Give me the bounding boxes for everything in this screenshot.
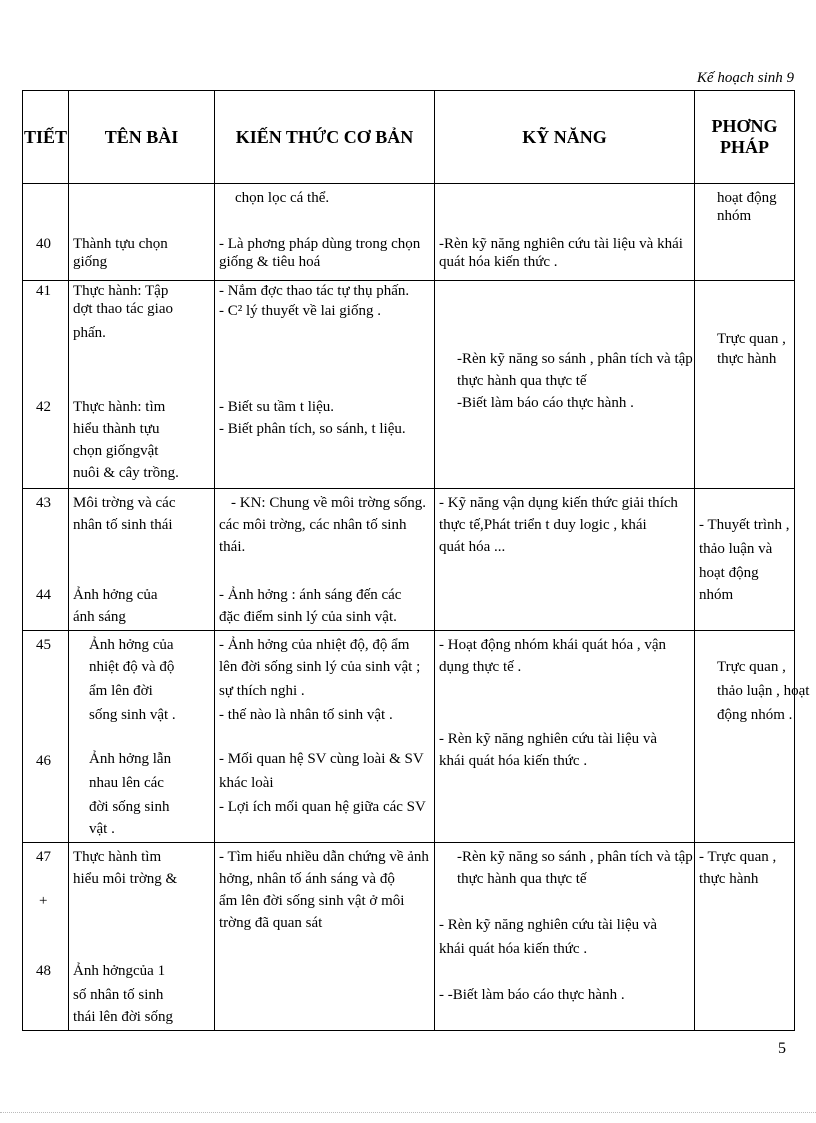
knowledge-line: sự thích nghi . (219, 683, 305, 699)
knowledge-line: - Ảnh hởng của nhiệt độ, độ ẩm (219, 637, 410, 653)
method-line: - Trực quan , (699, 849, 777, 865)
method-line: hoạt động (717, 190, 777, 206)
skill-line: khái quát hóa kiến thức . (439, 941, 588, 957)
lesson-title-line: hiểu môi trờng & (73, 871, 178, 887)
header-note: Kế hoạch sinh 9 (696, 70, 794, 86)
method-line: nhóm (717, 208, 752, 224)
lesson-title-line: Môi trờng và các (73, 495, 176, 511)
method-line: thảo luận , hoạt (717, 683, 810, 699)
cell-ky-nang (435, 631, 695, 843)
knowledge-line: ẩm lên đời sống sinh vật ở môi (219, 893, 405, 909)
knowledge-line: - Tìm hiểu nhiều dẫn chứng về ảnh (219, 849, 429, 865)
col-header-tiet: TIẾT (23, 91, 69, 184)
cell-ten-bai (69, 281, 215, 489)
method-line: Trực quan , (717, 331, 786, 347)
col-header-kien-thuc: KIẾN THỨC CƠ BẢN (215, 91, 435, 184)
cell-phuong-phap (695, 184, 795, 281)
skill-line: - Rèn kỹ năng nghiên cứu tài liệu và (439, 731, 658, 747)
lesson-title-line: Thực hành: Tập (73, 283, 169, 299)
cell-tiet (23, 843, 69, 1031)
tiet-number: 41 (36, 283, 51, 299)
method-line: thực hành (699, 871, 759, 887)
cell-ten-bai (69, 489, 215, 631)
lesson-title-line: Ảnh hởng lẫn (89, 751, 172, 767)
lesson-title-line: phấn. (73, 325, 106, 341)
lesson-title-line: giống (73, 254, 108, 270)
cell-ten-bai (69, 631, 215, 843)
skill-line: -Biết làm báo cáo thực hành . (457, 395, 634, 411)
cell-tiet (23, 631, 69, 843)
cell-tiet (23, 184, 69, 281)
knowledge-line: - Biết phân tích, so sánh, t liệu. (219, 421, 406, 437)
knowledge-line: trờng đã quan sát (219, 915, 323, 931)
knowledge-line: - Mối quan hệ SV cùng loài & SV (219, 751, 424, 767)
method-line: - Thuyết trình , (699, 517, 790, 533)
cell-ky-nang (435, 489, 695, 631)
method-line: nhóm (699, 587, 734, 603)
cell-tiet (23, 489, 69, 631)
skill-line: thực tế,Phát triển t duy logic , khái (439, 517, 647, 533)
cell-phuong-phap (695, 489, 795, 631)
knowledge-line: - C² lý thuyết về lai giống . (219, 303, 381, 319)
knowledge-line: - Nắm đợc thao tác tự thụ phấn. (219, 283, 410, 299)
cell-ky-nang (435, 184, 695, 281)
tiet-number: 44 (36, 587, 51, 603)
cell-ten-bai (69, 843, 215, 1031)
tiet-plus: + (39, 893, 48, 909)
lesson-title-line: nhiệt độ và độ (89, 659, 175, 675)
skill-line: -Rèn kỹ năng so sánh , phân tích và tập (457, 351, 693, 367)
tiet-number: 40 (36, 236, 51, 252)
col-header-ky-nang: KỸ NĂNG (435, 91, 695, 184)
tiet-number: 42 (36, 399, 51, 415)
cell-kien-thuc (215, 843, 435, 1031)
method-line: thảo luận và (699, 541, 773, 557)
knowledge-line: - Lợi ích mối quan hệ giữa các SV (219, 799, 426, 815)
skill-line: quát hóa kiến thức . (439, 254, 558, 270)
knowledge-line: khác loài (219, 775, 274, 791)
knowledge-line: - Ảnh hởng : ánh sáng đến các (219, 587, 402, 603)
table-row (23, 843, 795, 1031)
knowledge-line: các môi trờng, các nhân tố sinh (219, 517, 407, 533)
lesson-title-line: thái lên đời sống (73, 1009, 174, 1025)
cell-kien-thuc (215, 631, 435, 843)
method-line: Trực quan , (717, 659, 786, 675)
lesson-title-line: vật . (89, 821, 115, 837)
lesson-title-line: ẩm lên đời (89, 683, 153, 699)
cell-phuong-phap (695, 843, 795, 1031)
skill-line: quát hóa ... (439, 539, 506, 555)
skill-line: dụng thực tế . (439, 659, 522, 675)
skill-line: -Rèn kỹ năng nghiên cứu tài liệu và khái (439, 236, 683, 252)
knowledge-line: - thế nào là nhân tố sinh vật . (219, 707, 393, 723)
tiet-number: 47 (36, 849, 51, 865)
method-line: thực hành (717, 351, 777, 367)
knowledge-line: - Là phơng pháp dùng trong chọn (219, 236, 421, 252)
knowledge-line: - KN: Chung về môi trờng sống. (231, 495, 427, 511)
skill-line: - Rèn kỹ năng nghiên cứu tài liệu và (439, 917, 658, 933)
table-header-row (23, 91, 795, 184)
lesson-title-line: Ảnh hởng của (73, 587, 158, 603)
lesson-title-line: Thực hành tìm (73, 849, 162, 865)
lesson-title-line: nuôi & cây trồng. (73, 465, 179, 481)
cell-kien-thuc (215, 184, 435, 281)
page-number: 5 (778, 1040, 786, 1057)
knowledge-line: hởng, nhân tố ánh sáng và độ (219, 871, 395, 887)
knowledge-line: chọn lọc cá thể. (235, 190, 330, 206)
knowledge-line: đặc điểm sinh lý của sinh vật. (219, 609, 397, 625)
skill-line: khái quát hóa kiến thức . (439, 753, 588, 769)
lesson-title-line: đời sống sinh (89, 799, 170, 815)
cell-tiet (23, 281, 69, 489)
table-row (23, 489, 795, 631)
cell-phuong-phap (695, 281, 795, 489)
cell-ten-bai (69, 184, 215, 281)
method-line: hoạt động (699, 565, 759, 581)
tiet-number: 48 (36, 963, 51, 979)
skill-line: - Kỹ năng vận dụng kiến thức giải thích (439, 495, 678, 511)
table-row (23, 631, 795, 843)
knowledge-line: - Biết su tầm t liệu. (219, 399, 334, 415)
lesson-title-line: số nhân tố sinh (73, 987, 164, 1003)
cell-ky-nang (435, 843, 695, 1031)
knowledge-line: giống & tiêu hoá (219, 254, 321, 270)
table-row (23, 184, 795, 281)
col-header-phuong-phap: PHƠNG PHÁP (695, 91, 795, 184)
tiet-number: 46 (36, 753, 51, 769)
lesson-title-line: nhau lên các (89, 775, 164, 791)
lesson-title-line: hiểu thành tựu (73, 421, 160, 437)
knowledge-line: lên đời sống sinh lý của sinh vật ; (219, 659, 421, 675)
lesson-title-line: nhân tố sinh thái (73, 517, 173, 533)
col-header-ten-bai: TÊN BÀI (69, 91, 215, 184)
lesson-title-line: Thực hành: tìm (73, 399, 166, 415)
tiet-number: 45 (36, 637, 51, 653)
cell-kien-thuc (215, 281, 435, 489)
lesson-title-line: ánh sáng (73, 609, 126, 625)
table-row (23, 281, 795, 489)
lesson-title-line: Thành tựu chọn (73, 236, 168, 252)
lesson-title-line: dợt thao tác giao (73, 301, 173, 317)
page-bottom-divider (0, 1112, 816, 1113)
cell-ky-nang (435, 281, 695, 489)
skill-line: -Rèn kỹ năng so sánh , phân tích và tập (457, 849, 693, 865)
skill-line: - -Biết làm báo cáo thực hành . (439, 987, 625, 1003)
lesson-title-line: sống sinh vật . (89, 707, 176, 723)
cell-phuong-phap (695, 631, 810, 843)
skill-line: thực hành qua thực tế (457, 373, 587, 389)
skill-line: - Hoạt động nhóm khái quát hóa , vận (439, 637, 667, 653)
skill-line: thực hành qua thực tế (457, 871, 587, 887)
tiet-number: 43 (36, 495, 51, 511)
lesson-title-line: Ảnh hởngcủa 1 (73, 963, 166, 979)
lesson-title-line: Ảnh hởng của (89, 637, 174, 653)
lesson-plan-table (22, 90, 810, 1031)
lesson-title-line: chọn giốngvật (73, 443, 159, 459)
method-line: động nhóm . (717, 707, 793, 723)
knowledge-line: thái. (219, 539, 246, 555)
cell-kien-thuc (215, 489, 435, 631)
